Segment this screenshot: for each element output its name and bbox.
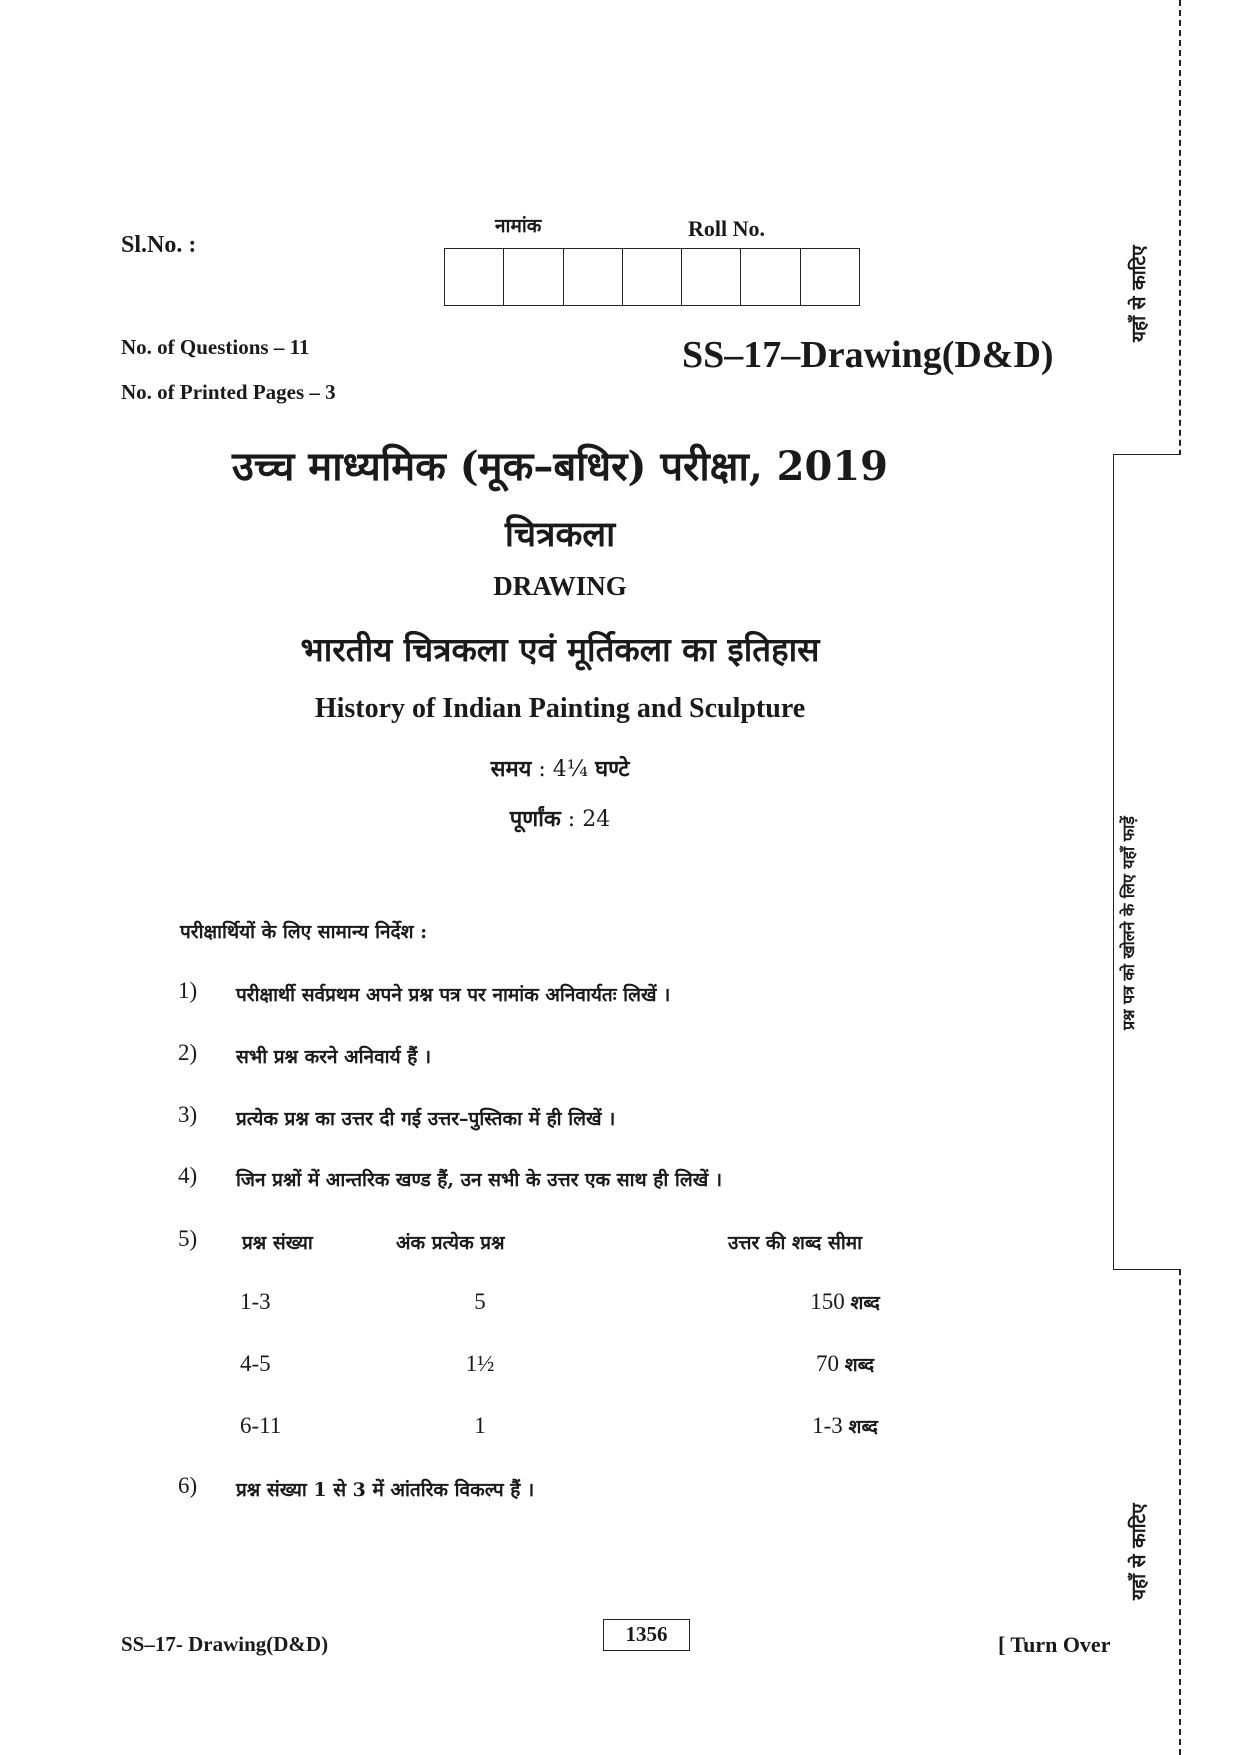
instruction-item	[178, 1040, 431, 1069]
turn-over-label: [ Turn Over	[998, 1632, 1111, 1657]
instruction-text: परीक्षार्थी सर्वप्रथम अपने प्रश्न पत्र पर नामांक अनिवार्यतः लिखें ।	[236, 984, 671, 1006]
instruction-item	[178, 1163, 722, 1192]
paper-title-hindi: भारतीय चित्रकला एवं मूर्तिकला का इतिहास	[300, 630, 820, 669]
page-number-box: 1356	[603, 1619, 690, 1651]
instruction-number: 6)	[178, 1473, 198, 1498]
table-header-word-limit: उत्तर की शब्द सीमा	[728, 1232, 863, 1254]
time-value: : 4¼	[538, 757, 589, 782]
roll-digit-box[interactable]	[564, 249, 623, 305]
table-row	[0, 1289, 1120, 1329]
roll-number-label: Roll No.	[688, 216, 765, 241]
marks-label: पूर्णांक	[509, 806, 561, 832]
namank-label: नामांक	[495, 215, 542, 237]
roll-digit-box[interactable]	[801, 249, 859, 305]
word-limit-unit: शब्द	[844, 1354, 875, 1376]
instruction-text: सभी प्रश्न करने अनिवार्य हैं ।	[236, 1046, 432, 1068]
table-cell-marks: 5	[474, 1289, 486, 1314]
table-cell-questions: 4-5	[240, 1351, 271, 1376]
time-allowed	[0, 753, 1120, 783]
roll-digit-box[interactable]	[504, 249, 563, 305]
subject-title-hindi: चित्रकला	[504, 514, 616, 555]
roll-digit-box[interactable]	[682, 249, 741, 305]
serial-number-label: Sl.No. :	[121, 232, 197, 258]
table-cell-questions: 1-3	[240, 1289, 271, 1314]
word-limit-value: 1-3	[812, 1413, 843, 1438]
footer-paper-code: SS–17- Drawing(D&D)	[121, 1632, 329, 1656]
number-of-questions: No. of Questions – 11	[121, 335, 310, 359]
instruction-item	[178, 978, 670, 1007]
instruction-number: 5)	[178, 1226, 198, 1251]
table-cell-marks: 1½	[465, 1351, 495, 1376]
time-unit: घण्टे	[595, 756, 630, 782]
table-cell-word-limit	[770, 1351, 920, 1377]
instruction-item	[178, 1226, 236, 1252]
word-limit-value: 150	[810, 1289, 845, 1314]
instruction-text: प्रश्न संख्या 1 से 3 में आंतरिक विकल्प हैं ।	[236, 1479, 535, 1501]
subject-title-english: DRAWING	[493, 571, 627, 601]
instruction-number: 3)	[178, 1102, 198, 1127]
roll-digit-box[interactable]	[623, 249, 682, 305]
roll-number-boxes[interactable]	[444, 248, 860, 306]
instruction-number: 4)	[178, 1163, 198, 1188]
roll-digit-box[interactable]	[741, 249, 800, 305]
table-row	[0, 1413, 1120, 1453]
instruction-text: जिन प्रश्नों में आन्तरिक खण्ड हैं, उन सभी के उत्तर एक साथ ही लिखें ।	[236, 1169, 723, 1191]
table-row	[0, 1351, 1120, 1391]
exam-title: उच्च माध्यमिक (मूक–बधिर) परीक्षा, 2019	[231, 443, 888, 490]
table-cell-marks: 1	[474, 1413, 486, 1438]
number-of-printed-pages: No. of Printed Pages – 3	[121, 380, 336, 404]
paper-code: SS–17–Drawing(D&D)	[682, 334, 1054, 376]
instruction-number: 2)	[178, 1040, 198, 1065]
roll-digit-box[interactable]	[445, 249, 504, 305]
cut-here-label-top: यहाँ से काटिए	[1128, 245, 1150, 342]
table-header-marks-each: अंक प्रत्येक प्रश्न	[396, 1232, 505, 1254]
instruction-item	[178, 1102, 615, 1131]
marks-value: : 24	[567, 807, 611, 832]
table-header-question-numbers: प्रश्न संख्या	[242, 1232, 313, 1254]
instruction-text: प्रत्येक प्रश्न का उत्तर दी गई उत्तर–पुस्तिका में ही लिखें ।	[236, 1108, 616, 1130]
tear-here-label: प्रश्न पत्र को खोलने के लिए यहाँ फाड़ें	[1119, 816, 1138, 1030]
time-label: समय	[490, 756, 532, 782]
table-cell-questions: 6-11	[240, 1413, 282, 1438]
instruction-item	[178, 1473, 534, 1502]
instructions-heading: परीक्षार्थियों के लिए सामान्य निर्देश :	[180, 921, 428, 943]
word-limit-unit: शब्द	[848, 1416, 878, 1438]
maximum-marks	[0, 803, 1120, 833]
word-limit-value: 70	[815, 1351, 839, 1376]
table-cell-word-limit	[770, 1413, 920, 1439]
cut-here-label-bottom: यहाँ से काटिए	[1128, 1503, 1150, 1600]
word-limit-unit: शब्द	[850, 1292, 880, 1314]
table-cell-word-limit	[770, 1289, 920, 1315]
instruction-number: 1)	[178, 978, 198, 1003]
paper-title-english: History of Indian Painting and Sculpture	[314, 693, 806, 724]
